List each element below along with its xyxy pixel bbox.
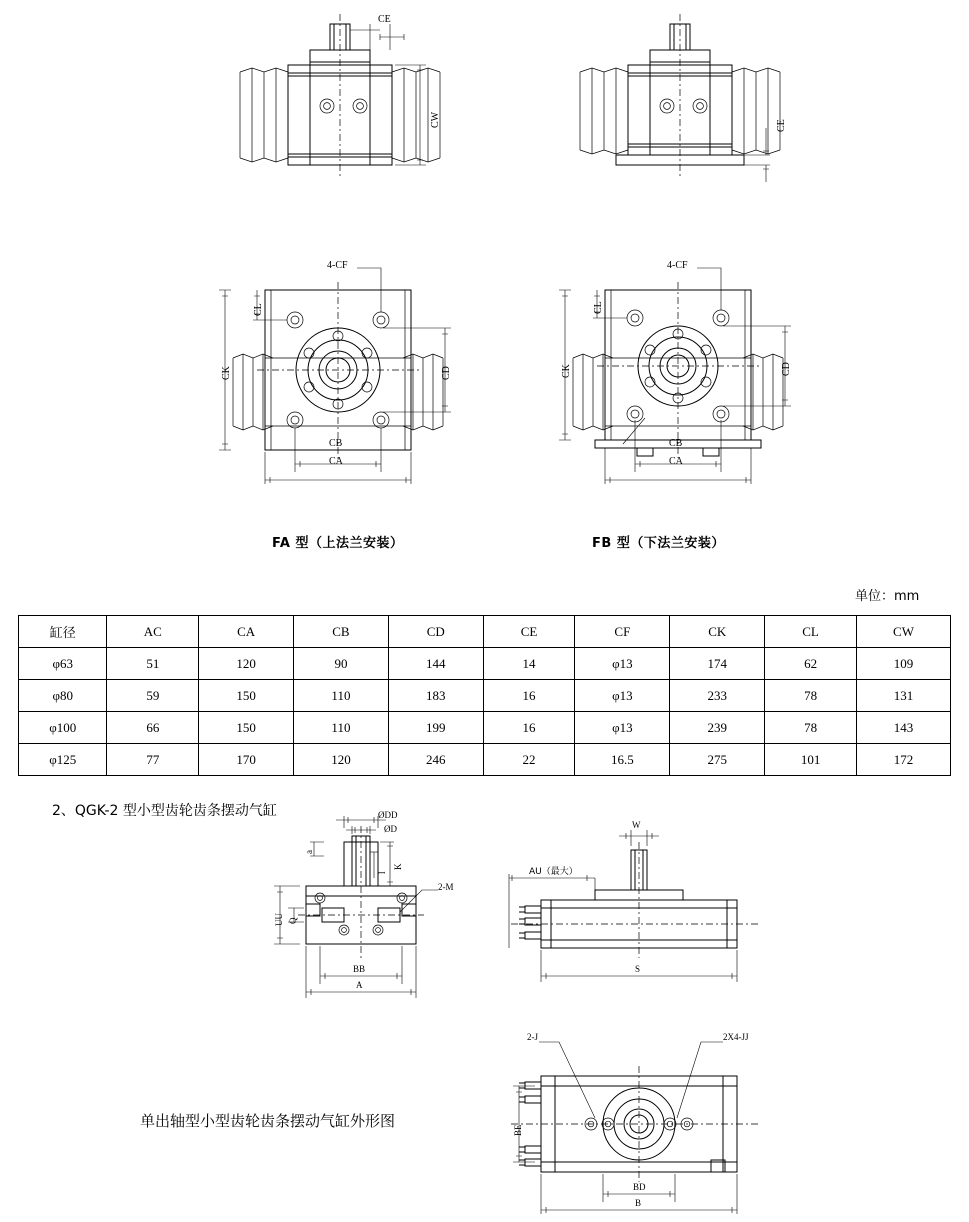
qgk2-label-od: ØD [384, 824, 397, 834]
table-cell: φ80 [19, 680, 107, 712]
table-cell: φ125 [19, 744, 107, 776]
qgk2-label-w: W [632, 820, 641, 830]
table-cell: 14 [483, 648, 575, 680]
qgk2-end-view [260, 812, 460, 1007]
table-cell: 150 [199, 680, 294, 712]
table-cell: 77 [107, 744, 199, 776]
section-2-title: 2、QGK-2 型小型齿轮齿条摆动气缸 [52, 803, 277, 819]
table-cell: 59 [107, 680, 199, 712]
table-cell: φ100 [19, 712, 107, 744]
table-cell: 183 [388, 680, 483, 712]
qgk2-label-l: l [377, 871, 387, 874]
table-cell: 109 [857, 648, 951, 680]
qgk2-label-odd: ØDD [378, 810, 398, 820]
qgk2-label-2x4jj: 2X4-JJ [723, 1032, 749, 1042]
qgk2-label-a-small: a [304, 850, 314, 854]
table-cell: 101 [765, 744, 857, 776]
qgk2-label-2j: 2-J [527, 1032, 538, 1042]
table-cell: 120 [294, 744, 389, 776]
qgk2-label-b: B [635, 1198, 642, 1208]
table-cell: 66 [107, 712, 199, 744]
table-cell: 233 [670, 680, 765, 712]
fb-label-ce: CE [776, 119, 787, 132]
table-header-cell: CE [483, 616, 575, 648]
table-cell: 143 [857, 712, 951, 744]
qgk2-label-bd: BD [633, 1182, 646, 1192]
table-header-cell: 缸径 [19, 616, 107, 648]
fa-label-cd: CD [441, 366, 452, 380]
fb-label-ca: CA [669, 456, 683, 467]
fa-top-view [230, 10, 450, 180]
caption-fa: FA 型（上法兰安装） [272, 536, 404, 551]
table-row [19, 648, 951, 680]
qgk2-label-bb: BB [353, 964, 366, 974]
fa-label-ca: CA [329, 456, 343, 467]
table-cell: φ13 [575, 680, 670, 712]
fa-label-4cf: 4-CF [327, 260, 348, 271]
table-header-row [19, 616, 951, 648]
qgk2-label-q: Q [288, 917, 298, 924]
table-cell: 62 [765, 648, 857, 680]
qgk2-label-au: AU（最大） [529, 867, 578, 877]
table-header-cell: CL [765, 616, 857, 648]
table-row [19, 680, 951, 712]
table-cell: φ13 [575, 648, 670, 680]
table-cell: 172 [857, 744, 951, 776]
table-cell: 16 [483, 712, 575, 744]
fa-front-view [205, 248, 465, 488]
fb-front-view [545, 248, 805, 488]
table-cell: 174 [670, 648, 765, 680]
qgk2-label-s: S [635, 964, 641, 974]
fa-label-ck: CK [221, 366, 232, 380]
table-cell: φ63 [19, 648, 107, 680]
fb-label-cd: CD [781, 362, 792, 376]
table-cell: 110 [294, 712, 389, 744]
table-cell: 78 [765, 680, 857, 712]
fb-label-4cf: 4-CF [667, 260, 688, 271]
table-cell: 275 [670, 744, 765, 776]
table-header-cell: CD [388, 616, 483, 648]
table-cell: 110 [294, 680, 389, 712]
fa-label-cw: CW [430, 111, 441, 128]
table-cell: 239 [670, 712, 765, 744]
fa-label-cl: CL [253, 303, 264, 316]
caption-fb: FB 型（下法兰安装） [592, 536, 725, 551]
table-cell: 120 [199, 648, 294, 680]
table-cell: 131 [857, 680, 951, 712]
table-cell: 144 [388, 648, 483, 680]
table-header-cell: CF [575, 616, 670, 648]
table-cell: 16.5 [575, 744, 670, 776]
qgk2-plan-view [495, 1020, 775, 1215]
fa-label-cb: CB [329, 438, 343, 449]
table-cell: 78 [765, 712, 857, 744]
table-cell: 246 [388, 744, 483, 776]
qgk2-label-uu: UU [274, 913, 284, 926]
table-cell: 199 [388, 712, 483, 744]
fb-top-view [570, 10, 790, 180]
qgk2-label-a: A [356, 980, 363, 990]
fb-label-cl: CL [593, 301, 604, 314]
table-cell: φ13 [575, 712, 670, 744]
table-cell: 170 [199, 744, 294, 776]
table-header-cell: CA [199, 616, 294, 648]
fb-label-ck: CK [561, 364, 572, 378]
table-header-cell: AC [107, 616, 199, 648]
table-cell: 16 [483, 680, 575, 712]
unit-note: 单位：mm [855, 589, 920, 604]
caption-bottom: 单出轴型小型齿轮齿条摆动气缸外形图 [140, 1112, 396, 1130]
table-row [19, 712, 951, 744]
table-header-cell: CW [857, 616, 951, 648]
table-cell: 51 [107, 648, 199, 680]
qgk2-label-k: K [393, 863, 403, 870]
table-cell: 90 [294, 648, 389, 680]
fb-label-cb: CB [669, 438, 683, 449]
table-header-cell: CB [294, 616, 389, 648]
qgk2-label-2m: 2-M [438, 882, 454, 892]
table-header-cell: CK [670, 616, 765, 648]
qgk2-side-view [495, 818, 775, 993]
table-cell: 22 [483, 744, 575, 776]
table-cell: 150 [199, 712, 294, 744]
spec-table [18, 615, 951, 776]
fa-label-ce: CE [378, 14, 391, 25]
table-row [19, 744, 951, 776]
qgk2-label-be: BE [513, 1124, 523, 1136]
